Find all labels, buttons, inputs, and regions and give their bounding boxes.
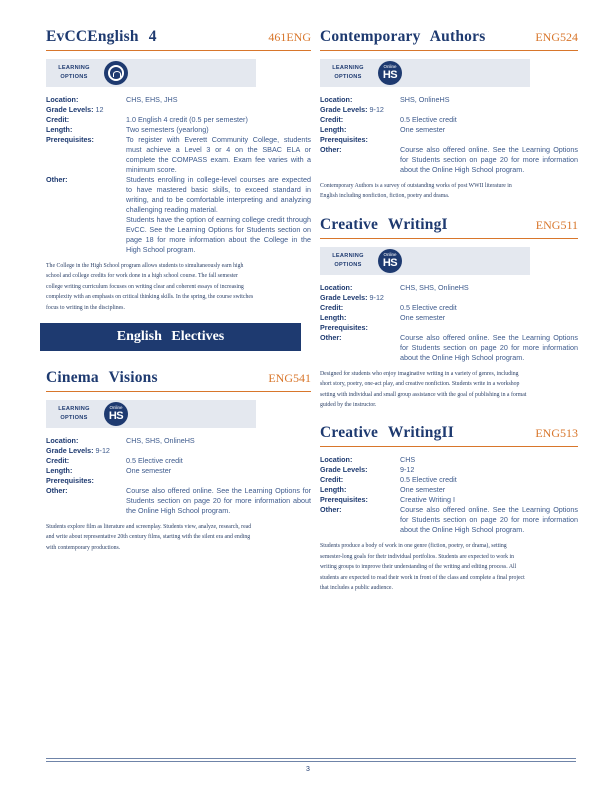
learning-options-label: LEARNING OPTIONS [58, 65, 90, 80]
course-header [46, 369, 311, 389]
left-column [46, 28, 311, 553]
location-label: Location: [46, 436, 79, 446]
course-header [46, 28, 311, 48]
course-description: Contemporary Authors is a survey of outstanding works of post WWII literature in English including nonfiction, fiction, poetry and drama. [320, 183, 512, 200]
online-hs-icon: Online HS [104, 402, 128, 426]
course-description: Designed for students who enjoy imaginative writing in a variety of genres, including short story, poetry, one-act play, and creative nonfiction. Students write in a workshop setting with individual and small group assistance with the goal of publishing in a format guided by the instructor. [320, 370, 527, 409]
course-info [320, 283, 578, 363]
credit-value: 0.5 Elective credit [400, 475, 457, 485]
location-value: CHS, EHS, JHS [126, 95, 178, 104]
learning-options-box [320, 59, 530, 87]
credit-label: Credit: [320, 302, 344, 312]
course-creative-writing-1 [320, 216, 578, 411]
learning-options-box [46, 400, 256, 428]
learning-options-label: LEARNING OPTIONS [58, 406, 90, 422]
learning-options-label: LEARNING OPTIONS [332, 252, 364, 268]
grades-value: 9-12 [369, 105, 384, 114]
grades-label: Grade Levels: [320, 105, 368, 114]
length-value: One semester [126, 466, 172, 476]
course-code: ENG513 [535, 426, 578, 441]
course-header [320, 424, 578, 444]
length-value: Two semesters (yearlong) [126, 125, 209, 134]
grades-label: Grade Levels: [46, 446, 94, 456]
course-creative-writing-2 [320, 424, 578, 593]
section-banner [40, 323, 301, 351]
evcc-logo-icon [104, 61, 128, 85]
other-value: Course also offered online. See the Learning Options for Students section on page 20 for more information about the Online High School program. [400, 145, 578, 174]
course-description: The College in the High School program allows students to simultaneously earn high school and college credits for work done in a high school course. The fall semester college writing curriculum focuses on writing clear and coherent essays of increasing complexity with an emphasis on critical thinking skills. In the spring, the course switches focus to writing in the disciplines. [46, 263, 254, 311]
course-title: Contemporary Authors [320, 28, 486, 45]
prereq-label: Prerequisites: [320, 135, 368, 144]
other-label: Other: [46, 175, 68, 184]
prereq-label: Prerequisites: [46, 476, 94, 486]
credit-value: 0.5 Elective credit [400, 115, 457, 124]
course-info [46, 436, 311, 516]
course-description: Students explore film as literature and screenplay. Students view, analyze, research, read and write about representative 20th century films, starting with the silent era and ending with contemporary productions. [46, 524, 252, 551]
credit-value: 0.5 Elective credit [126, 456, 183, 466]
course-contemporary-authors [320, 28, 578, 202]
prereq-value [400, 323, 578, 333]
credit-label: Credit: [320, 115, 344, 124]
grades-value: 12 [95, 105, 104, 114]
location-label: Location: [320, 455, 353, 465]
course-description: Students produce a body of work in one genre (fiction, poetry, or drama), setting semester-long goals for their individual portfolios. Students are expected to work in writing groups to improve their understanding of the writing and editing process. All students are expected to read their work in front of the class and complete a final project that includes a public audience. [320, 543, 525, 592]
credit-value: 0.5 Elective credit [400, 302, 457, 312]
course-title: Cinema Visions [46, 369, 158, 387]
length-value: One semester [400, 485, 446, 495]
other-value: Students enrolling in college-level courses are expected to have mastered basic skills, to exceed standard in writing, and to be comfortable interpreting and analyzing challenging reading material. [126, 175, 311, 214]
course-code: ENG511 [535, 217, 578, 232]
course-title: Creative WritingI [320, 215, 448, 233]
grades-value: 9-12 [400, 465, 415, 475]
length-label: Length: [46, 125, 73, 134]
course-header [320, 216, 578, 236]
online-hs-icon: Online HS [378, 249, 402, 273]
prereq-label: Prerequisites: [46, 135, 94, 144]
prereq-value [400, 135, 578, 145]
length-value: One semester [400, 125, 446, 134]
footer-rule-2 [46, 761, 576, 762]
course-title: Creative WritingII [320, 424, 455, 442]
credit-label: Credit: [46, 115, 70, 124]
online-hs-icon: Online HS [378, 61, 402, 85]
credit-value: 1.0 English 4 credit (0.5 per semester) [126, 115, 248, 124]
prereq-value: To register with Everett Community College, students must achieve a Level 3 or 4 on the SBAC ELA or complete the COMPASS exam. Exam fee varies with a minimum score. [126, 135, 311, 174]
location-value: SHS, OnlineHS [400, 95, 450, 104]
course-info [320, 95, 578, 175]
other-label: Other: [320, 145, 342, 154]
title-rule [320, 238, 578, 239]
other-value: Course also offered online. See the Learning Options for Students section on page 20 for more information about the Online High School program. [400, 332, 578, 362]
course-info [46, 95, 311, 255]
grades-label: Grade Levels: [320, 292, 368, 302]
location-value: CHS, SHS, OnlineHS [400, 282, 469, 292]
prereq-label: Prerequisites: [320, 322, 368, 332]
other-value: Course also offered online. See the Learning Options for Students section on page 20 for more information about the Online High School program. [126, 486, 311, 516]
other-label: Other: [46, 486, 68, 496]
location-label: Location: [320, 95, 353, 104]
other-value: Course also offered online. See the Learning Options for Students section on page 20 for more information about the Online High School program. [400, 505, 578, 535]
course-cinema-visions [46, 369, 311, 553]
length-value: One semester [400, 312, 446, 322]
prereq-value [126, 476, 311, 486]
learning-options-label: LEARNING OPTIONS [332, 65, 364, 80]
page-number: 3 [306, 766, 310, 773]
title-rule [46, 50, 311, 51]
course-code: ENG524 [535, 30, 578, 44]
location-label: Location: [46, 95, 79, 104]
course-code: 461ENG [268, 30, 311, 44]
location-value: CHS [400, 455, 416, 465]
grades-value: 9-12 [369, 292, 384, 302]
course-title: EvCCEnglish 4 [46, 28, 157, 45]
prereq-value: Creative Writing I [400, 495, 455, 505]
other-value-2: Students have the option of earning college credit through EvCC. See the Learning Options for Students section on page 18 for more information about the College in the High School program. [126, 215, 311, 254]
length-label: Length: [46, 466, 73, 476]
title-rule [320, 446, 578, 447]
grades-label: Grade Levels: [46, 105, 94, 114]
location-value: CHS, SHS, OnlineHS [126, 436, 195, 446]
length-label: Length: [320, 485, 347, 495]
course-code: ENG541 [268, 371, 311, 386]
credit-label: Credit: [46, 456, 70, 466]
section-banner-title: English Electives [116, 329, 225, 345]
prereq-label: Prerequisites: [320, 495, 368, 505]
course-evcc-english-4 [46, 28, 311, 313]
right-column [320, 28, 578, 593]
grades-label: Grade Levels: [320, 465, 368, 475]
course-header [320, 28, 578, 48]
footer-rule [46, 758, 576, 759]
title-rule [46, 391, 311, 392]
other-label: Other: [320, 332, 342, 342]
grades-value: 9-12 [95, 446, 110, 456]
other-label: Other: [320, 505, 342, 515]
title-rule [320, 50, 578, 51]
location-label: Location: [320, 282, 353, 292]
length-label: Length: [320, 125, 347, 134]
learning-options-box [46, 59, 256, 87]
credit-label: Credit: [320, 475, 344, 485]
course-info [320, 455, 578, 535]
length-label: Length: [320, 312, 347, 322]
learning-options-box [320, 247, 530, 275]
